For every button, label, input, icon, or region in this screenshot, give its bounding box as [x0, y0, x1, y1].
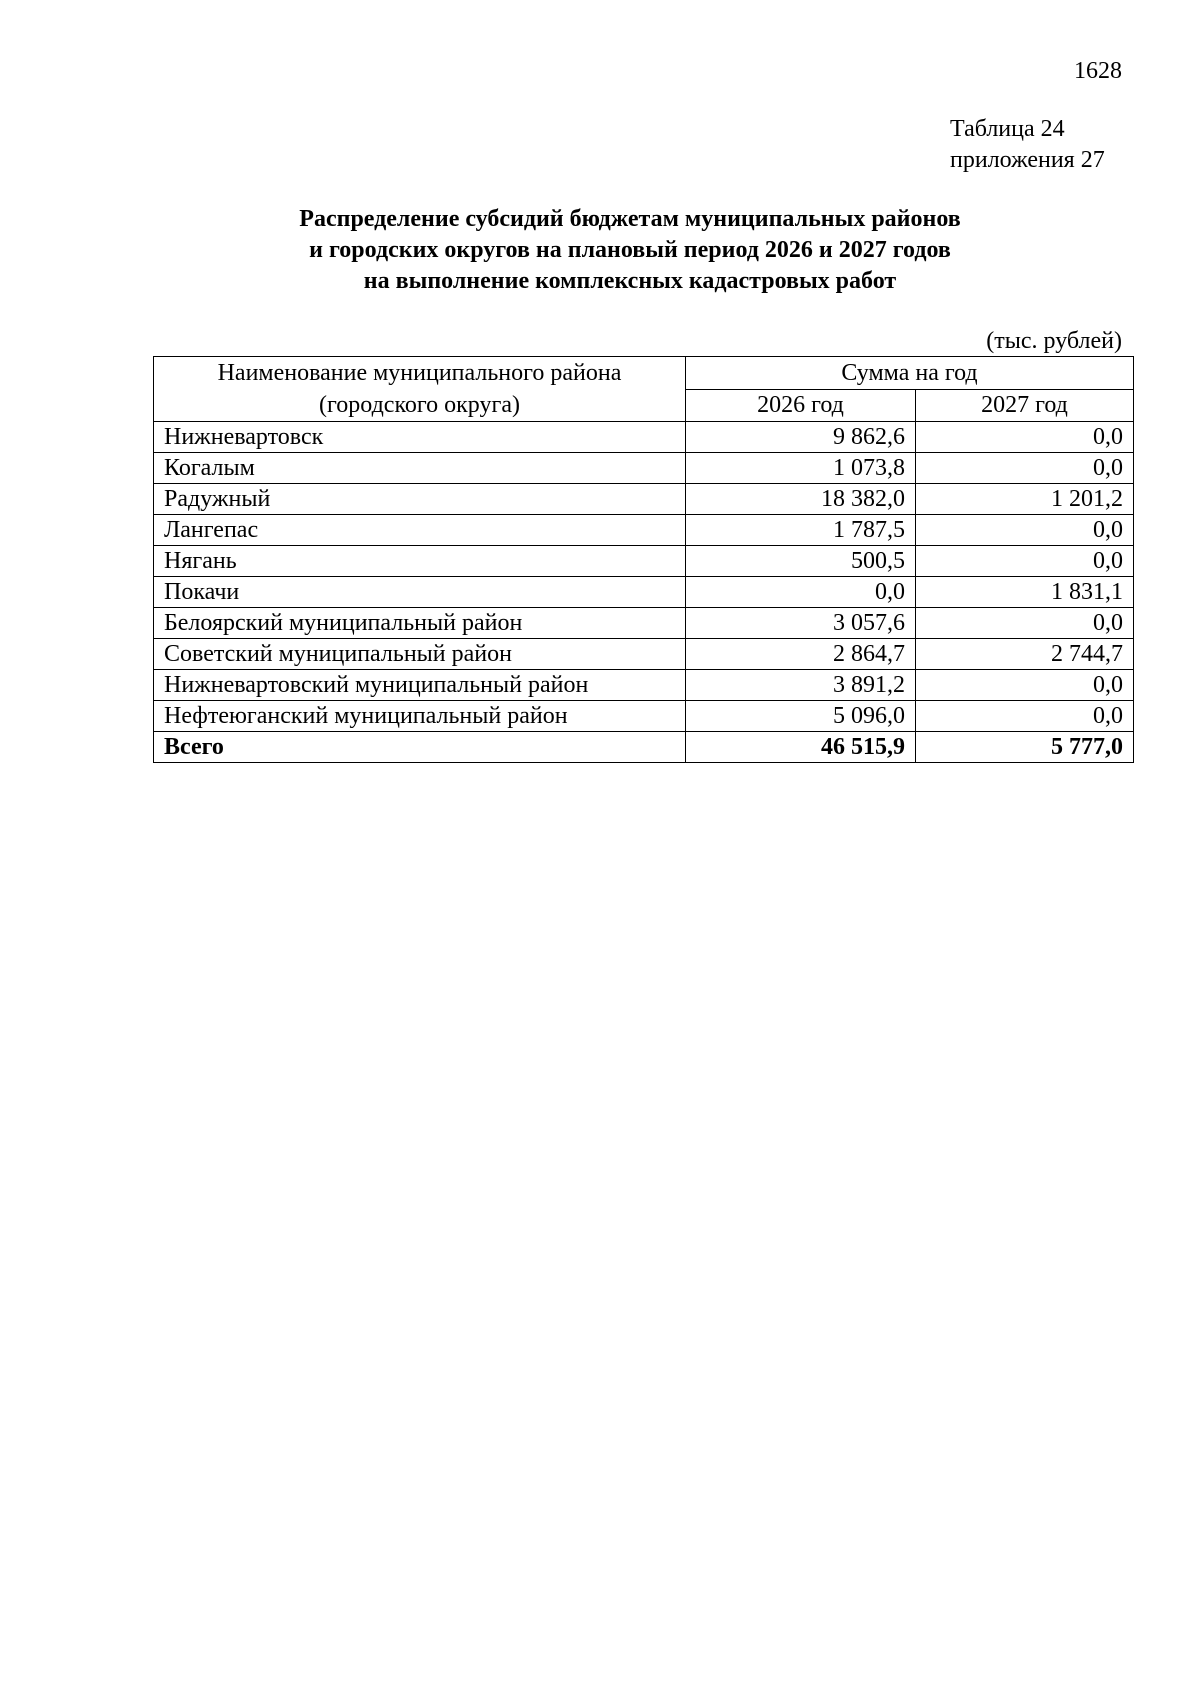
title-line-1: Распределение субсидий бюджетам муниципальных районов — [299, 206, 961, 232]
row-name: Нижневартовский муниципальный район — [154, 670, 686, 701]
units-label: (тыс. рублей) — [986, 328, 1122, 354]
table-row — [154, 670, 1134, 701]
total-label: Всего — [154, 732, 686, 763]
row-name: Нефтеюганский муниципальный район — [154, 701, 686, 732]
caption-table-number: Таблица 24 — [950, 116, 1065, 142]
table-row — [154, 639, 1134, 670]
table-row — [154, 577, 1134, 608]
row-value-2027: 1 831,1 — [916, 577, 1134, 608]
title-line-3: на выполнение комплексных кадастровых работ — [363, 268, 897, 294]
column-header-2027: 2027 год — [916, 389, 1134, 422]
row-value-2027: 1 201,2 — [916, 484, 1134, 515]
row-value-2026: 18 382,0 — [686, 484, 916, 515]
document-title — [200, 204, 1060, 297]
row-value-2026: 1 073,8 — [686, 453, 916, 484]
table-header-row — [154, 357, 1134, 390]
table-row — [154, 422, 1134, 453]
total-row — [154, 732, 1134, 763]
table-row — [154, 701, 1134, 732]
column-header-name-line-1: Наименование муниципального района — [217, 360, 622, 386]
table-row — [154, 484, 1134, 515]
row-value-2026: 3 057,6 — [686, 608, 916, 639]
row-value-2027: 0,0 — [916, 422, 1134, 453]
row-value-2027: 0,0 — [916, 453, 1134, 484]
row-value-2026: 5 096,0 — [686, 701, 916, 732]
row-value-2026: 9 862,6 — [686, 422, 916, 453]
row-name: Когалым — [154, 453, 686, 484]
row-value-2027: 0,0 — [916, 515, 1134, 546]
subsidies-table — [153, 356, 1134, 763]
caption-appendix-number: приложения 27 — [950, 147, 1105, 173]
row-value-2027: 0,0 — [916, 701, 1134, 732]
total-value-2027: 5 777,0 — [916, 732, 1134, 763]
table-row — [154, 608, 1134, 639]
row-value-2027: 0,0 — [916, 670, 1134, 701]
column-header-name-line-2: (городского округа) — [319, 392, 520, 418]
row-name: Нижневартовск — [154, 422, 686, 453]
column-header-sum: Сумма на год — [686, 357, 1134, 390]
column-header-name — [154, 357, 686, 422]
row-value-2026: 500,5 — [686, 546, 916, 577]
row-name: Белоярский муниципальный район — [154, 608, 686, 639]
row-name: Лангепас — [154, 515, 686, 546]
column-header-2026: 2026 год — [686, 389, 916, 422]
row-value-2026: 3 891,2 — [686, 670, 916, 701]
row-value-2027: 0,0 — [916, 546, 1134, 577]
row-value-2027: 2 744,7 — [916, 639, 1134, 670]
row-value-2026: 2 864,7 — [686, 639, 916, 670]
total-value-2026: 46 515,9 — [686, 732, 916, 763]
page-number: 1628 — [1074, 58, 1122, 84]
title-line-2: и городских округов на плановый период 2026 и 2027 годов — [309, 237, 951, 263]
row-value-2026: 0,0 — [686, 577, 916, 608]
row-name: Радужный — [154, 484, 686, 515]
row-value-2026: 1 787,5 — [686, 515, 916, 546]
table-row — [154, 515, 1134, 546]
row-name: Советский муниципальный район — [154, 639, 686, 670]
table-row — [154, 453, 1134, 484]
table-caption — [950, 114, 1122, 176]
row-value-2027: 0,0 — [916, 608, 1134, 639]
table-row — [154, 546, 1134, 577]
row-name: Нягань — [154, 546, 686, 577]
row-name: Покачи — [154, 577, 686, 608]
